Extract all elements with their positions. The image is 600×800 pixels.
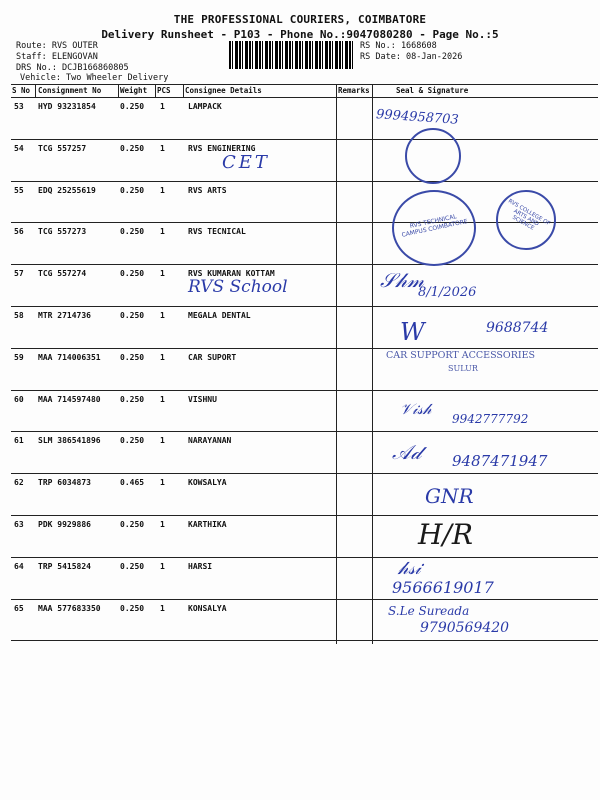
cell-pcs: 1 [160, 352, 165, 362]
handwritten-phone: 9942777792 [452, 412, 529, 426]
cell-pcs: 1 [160, 185, 165, 195]
cell-cons: MAA 577683350 [38, 603, 101, 613]
cell-cons: MAA 714006351 [38, 352, 101, 362]
campus-stamp [392, 190, 476, 266]
cell-cons: SLM 386541896 [38, 436, 101, 446]
cell-cons: EDQ 25255619 [38, 185, 96, 195]
cell-sno: 53 [14, 102, 24, 111]
cell-pcs: 1 [160, 394, 165, 404]
cell-pcs: 1 [160, 603, 165, 613]
cell-cons: TCG 557274 [38, 269, 87, 279]
cell-consignee: CAR SUPORT [188, 352, 237, 362]
row-divider [11, 306, 598, 307]
handwritten-signature: 𝒱𝒾𝓈𝒽 [400, 400, 432, 418]
cell-pcs: 1 [160, 436, 165, 446]
cell-pcs: 1 [160, 102, 165, 111]
column-header-signature: Seal & Signature [396, 86, 469, 95]
remarks-right-border [372, 84, 373, 644]
cell-cons: HYD 93231854 [38, 102, 96, 111]
cell-consignee: HARSI [188, 561, 213, 571]
cell-weight: 0.250 [120, 143, 145, 153]
handwritten-phone: 9994958703 [375, 107, 460, 128]
column-header-pcs: PCS [157, 86, 171, 95]
cell-sno: 61 [14, 436, 24, 446]
cell-sno: 63 [14, 520, 24, 529]
column-divider [183, 84, 184, 97]
cell-weight: 0.250 [120, 227, 145, 237]
cell-sno: 64 [14, 561, 24, 571]
row-divider [11, 640, 598, 641]
handwritten-note: CET [222, 152, 270, 173]
handwritten-signature: 𝒮𝒽𝓂 [380, 268, 424, 292]
cell-sno: 59 [14, 352, 24, 362]
drs-label: DRS No.: DCJB166860805 [16, 63, 129, 73]
cell-weight: 0.250 [120, 603, 145, 613]
cell-consignee: NARAYANAN [188, 436, 232, 446]
row-divider [11, 431, 598, 432]
cell-consignee: VISHNU [188, 394, 217, 404]
handwritten-signature: 𝒜𝒹 [392, 440, 422, 464]
column-header-consignment: Consignment No [38, 86, 102, 95]
cell-weight: 0.250 [120, 561, 145, 571]
row-divider [11, 515, 598, 516]
page-subtitle: Delivery Runsheet - P103 - Phone No.:9047080280 - Page No.:5 [101, 28, 499, 41]
column-divider [35, 84, 36, 97]
rs-date: RS Date: 08-Jan-2026 [360, 52, 463, 62]
row-divider [11, 264, 598, 265]
cell-weight: 0.465 [120, 478, 145, 488]
cell-consignee: LAMPACK [188, 102, 222, 111]
handwritten-consignee: RVS School [188, 277, 288, 297]
cell-cons: TCG 557273 [38, 227, 87, 237]
college-stamp-text: RVS COLLEGE OF ARTS AND SCIENCE [507, 198, 551, 232]
cell-weight: 0.250 [120, 394, 145, 404]
cell-cons: TRP 5415824 [38, 561, 91, 571]
cell-weight: 0.250 [120, 520, 145, 529]
cell-pcs: 1 [160, 311, 165, 320]
column-header-remarks: Remarks [338, 86, 370, 95]
cell-weight: 0.250 [120, 352, 145, 362]
staff-label: Staff: ELENGOVAN [16, 52, 98, 62]
column-header-consignee: Consignee Details [185, 86, 262, 95]
handwritten-signature: W [400, 318, 425, 346]
handwritten-phone: 9688744 [486, 320, 549, 336]
cell-consignee: KONSALYA [188, 603, 227, 613]
cell-pcs: 1 [160, 143, 165, 153]
car-support-place: SULUR [448, 364, 478, 373]
row-divider [11, 390, 598, 391]
cell-pcs: 1 [160, 520, 165, 529]
handwritten-date: 8/1/2026 [418, 285, 477, 300]
table-top-border [11, 84, 598, 85]
rs-number: RS No.: 1668608 [360, 41, 437, 51]
cell-pcs: 1 [160, 561, 165, 571]
cell-sno: 57 [14, 269, 24, 279]
row-divider [11, 473, 598, 474]
cell-pcs: 1 [160, 478, 165, 488]
route-label: Route: RVS OUTER [16, 41, 98, 51]
cell-cons: TCG 557257 [38, 143, 87, 153]
cell-cons: TRP 6034873 [38, 478, 91, 488]
row-divider [11, 599, 598, 600]
cell-weight: 0.250 [120, 311, 145, 320]
cell-cons: MTR 2714736 [38, 311, 91, 320]
cell-sno: 62 [14, 478, 24, 488]
handwritten-name: S.Le Sureada [388, 604, 470, 618]
cell-weight: 0.250 [120, 436, 145, 446]
handwritten-note: H/R [418, 518, 473, 551]
column-divider [155, 84, 156, 97]
column-header-weight: Weight [120, 86, 148, 95]
cell-weight: 0.250 [120, 269, 145, 279]
handwritten-phone: 9566619017 [392, 578, 494, 597]
cell-pcs: 1 [160, 269, 165, 279]
barcode [229, 41, 354, 69]
column-divider [118, 84, 119, 97]
cell-sno: 54 [14, 143, 24, 153]
cell-sno: 58 [14, 311, 24, 320]
row-divider [11, 557, 598, 558]
column-header-sno: S No [12, 86, 31, 95]
handwritten-phone: 9790569420 [420, 620, 510, 636]
cell-sno: 65 [14, 603, 24, 613]
vehicle-label: Vehicle: Two Wheeler Delivery [20, 73, 169, 83]
signature-seal [405, 128, 461, 184]
campus-stamp-text: RVS TECHNICAL CAMPUS COIMBATORE [401, 213, 469, 239]
cell-weight: 0.250 [120, 102, 145, 111]
cell-consignee: RVS TECNICAL [188, 227, 246, 237]
page-title: THE PROFESSIONAL COURIERS, COIMBATORE [173, 13, 427, 26]
remarks-left-border [336, 84, 337, 644]
cell-sno: 56 [14, 227, 24, 237]
table-header-border [11, 97, 598, 98]
row-divider [11, 139, 598, 140]
cell-consignee: RVS ENGINERING [188, 143, 256, 153]
cell-consignee: RVS ARTS [188, 185, 227, 195]
cell-cons: PDK 9929886 [38, 520, 91, 529]
car-support-stamp: CAR SUPPORT ACCESSORIES [386, 350, 536, 361]
cell-pcs: 1 [160, 227, 165, 237]
cell-consignee: MEGALA DENTAL [188, 311, 251, 320]
handwritten-phone: 9487471947 [452, 452, 548, 470]
cell-weight: 0.250 [120, 185, 145, 195]
cell-consignee: KOWSALYA [188, 478, 227, 488]
cell-cons: MAA 714597480 [38, 394, 101, 404]
handwritten-note: GNR [425, 484, 474, 508]
cell-consignee: RVS KUMARAN KOTTAM [188, 269, 275, 279]
college-stamp [496, 190, 556, 250]
handwritten-signature: 𝒽𝓈𝒾 [398, 558, 421, 579]
row-divider [11, 181, 598, 182]
cell-sno: 60 [14, 394, 24, 404]
cell-sno: 55 [14, 185, 24, 195]
row-divider [11, 348, 598, 349]
cell-consignee: KARTHIKA [188, 520, 227, 529]
